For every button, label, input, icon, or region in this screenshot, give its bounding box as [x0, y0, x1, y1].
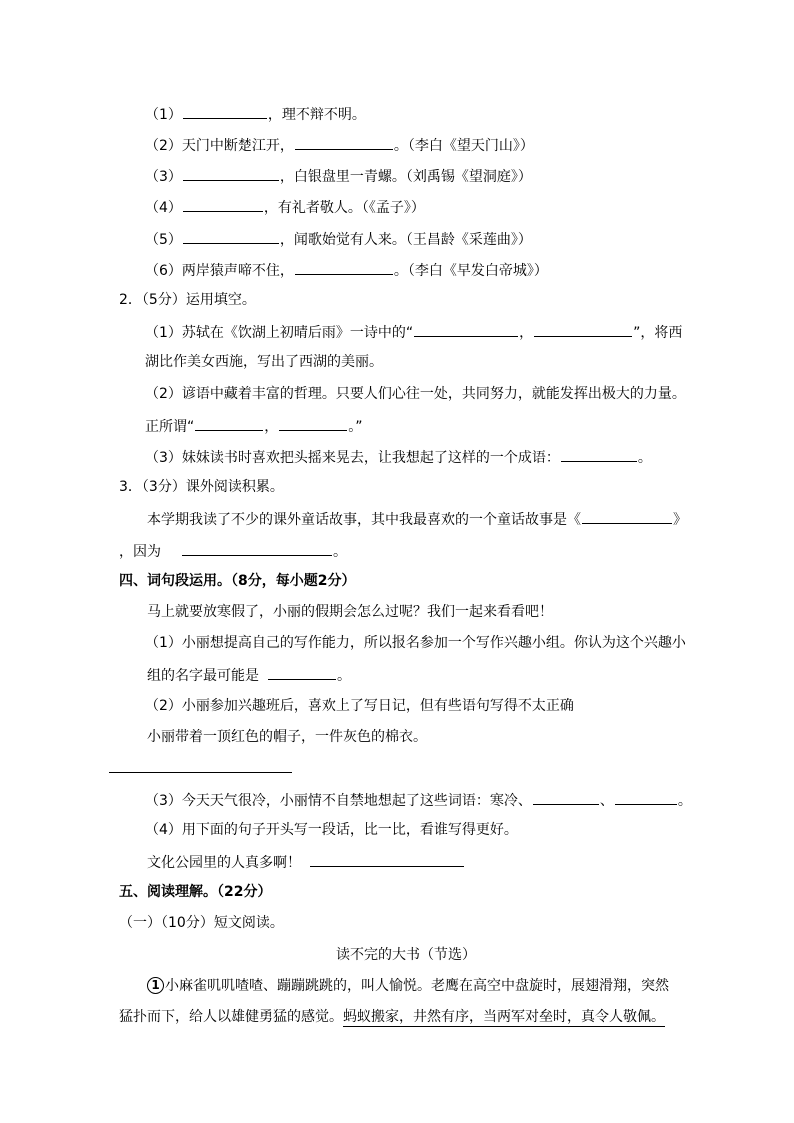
answer-blank[interactable] — [414, 321, 518, 337]
answer-blank[interactable] — [561, 446, 637, 462]
s4-item-1-cont: 组的名字最可能是 。 — [147, 664, 351, 684]
answer-blank[interactable] — [310, 851, 464, 867]
answer-blank[interactable] — [183, 165, 279, 181]
q2-item-2: （2）谚语中藏着丰富的哲理。只要人们心往一处，共同努力，就能发挥出极大的力量。 — [145, 386, 686, 402]
q1-item-4: （4） ，有礼者敬人。（《孟子》） — [145, 196, 425, 216]
q2-item-3: （3）妹妹读书时喜欢把头摇来晃去，让我想起了这样的一个成语： 。 — [145, 446, 652, 466]
q2-item-1: （1）苏轼在《饮湖上初晴后雨》一诗中的“ ， ”，将西 — [145, 321, 682, 341]
answer-blank[interactable] — [182, 540, 332, 556]
q3-line-1: 本学期我读了不少的课外童话故事，其中我最喜欢的一个童话故事是《 》 — [147, 508, 687, 528]
section-4-heading: 四、词句段运用。（8分，每小题2分） — [119, 573, 356, 589]
answer-blank[interactable] — [268, 664, 336, 680]
section-5-sub: （一）（10分）短文阅读。 — [119, 915, 284, 931]
answer-blank[interactable] — [582, 508, 672, 524]
answer-blank[interactable] — [533, 789, 599, 805]
q1-item-6: （6）两岸猿声啼不住， 。（李白《早发白帝城》） — [145, 259, 548, 279]
answer-blank[interactable] — [183, 196, 263, 212]
section-5-heading: 五、阅读理解。（22分） — [119, 884, 272, 900]
passage-line-1: 1 小麻雀叽叽喳喳、蹦蹦跳跳的，叫人愉悦。老鹰在高空中盘旋时，展翅滑翔，突然 — [147, 976, 669, 996]
q1-item-1: （1） ，理不辩不明。 — [145, 103, 366, 123]
q1-item-5: （5） ，闻歌始觉有人来。（王昌龄《采莲曲》） — [145, 228, 532, 248]
paragraph-number: 1 — [147, 977, 164, 994]
answer-blank[interactable] — [534, 321, 632, 337]
answer-blank[interactable] — [183, 228, 279, 244]
section-4-intro: 马上就要放寒假了，小丽的假期会怎么过呢？我们一起来看看吧！ — [147, 604, 553, 620]
answer-blank[interactable] — [295, 134, 393, 150]
s4-item-1: （1）小丽想提高自己的写作能力，所以报名参加一个写作兴趣小组。你认为这个兴趣小 — [145, 635, 686, 651]
s4-item-2: （2）小丽参加兴趣班后，喜欢上了写日记，但有些语句写得不太正确 — [145, 698, 574, 714]
underlined-sentence: 蚂蚁搬家，井然有序，当两军对垒时，真令人敬佩。 — [343, 1009, 665, 1025]
q1-item-2: （2）天门中断楚江开， 。（李白《望天门山》） — [145, 134, 534, 154]
q2-item-1-cont: 湖比作美女西施，写出了西湖的美丽。 — [145, 354, 383, 370]
answer-blank[interactable] — [615, 789, 677, 805]
q3-heading: 3．（3分）课外阅读积累。 — [119, 479, 284, 495]
q3-line-2: ，因为 。 — [119, 540, 347, 560]
s4-item-3: （3）今天天气很冷，小丽情不自禁地想起了这些词语：寒冷、 、 。 — [145, 789, 692, 809]
answer-blank[interactable] — [183, 103, 267, 119]
answer-blank[interactable] — [295, 259, 393, 275]
q2-heading: 2．（5分）运用填空。 — [119, 292, 256, 308]
answer-line[interactable] — [109, 772, 292, 773]
s4-item-4-start: 文化公园里的人真多啊！ — [147, 851, 465, 871]
q1-item-3: （3） ，白银盘里一青螺。（刘禹锡《望洞庭》） — [145, 165, 532, 185]
s4-item-4: （4）用下面的句子开头写一段话，比一比，看谁写得更好。 — [145, 822, 518, 838]
q2-item-2-cont: 正所谓“ ， 。” — [145, 415, 363, 435]
s4-item-2-sentence: 小丽带着一顶红色的帽子，一件灰色的棉衣。 — [147, 729, 427, 745]
answer-blank[interactable] — [279, 415, 347, 431]
passage-line-2: 猛扑而下，给人以雄健勇猛的感觉。蚂蚁搬家，井然有序，当两军对垒时，真令人敬佩。 — [119, 1009, 665, 1025]
answer-blank[interactable] — [195, 415, 263, 431]
passage-title: 读不完的大书（节选） — [336, 947, 476, 963]
